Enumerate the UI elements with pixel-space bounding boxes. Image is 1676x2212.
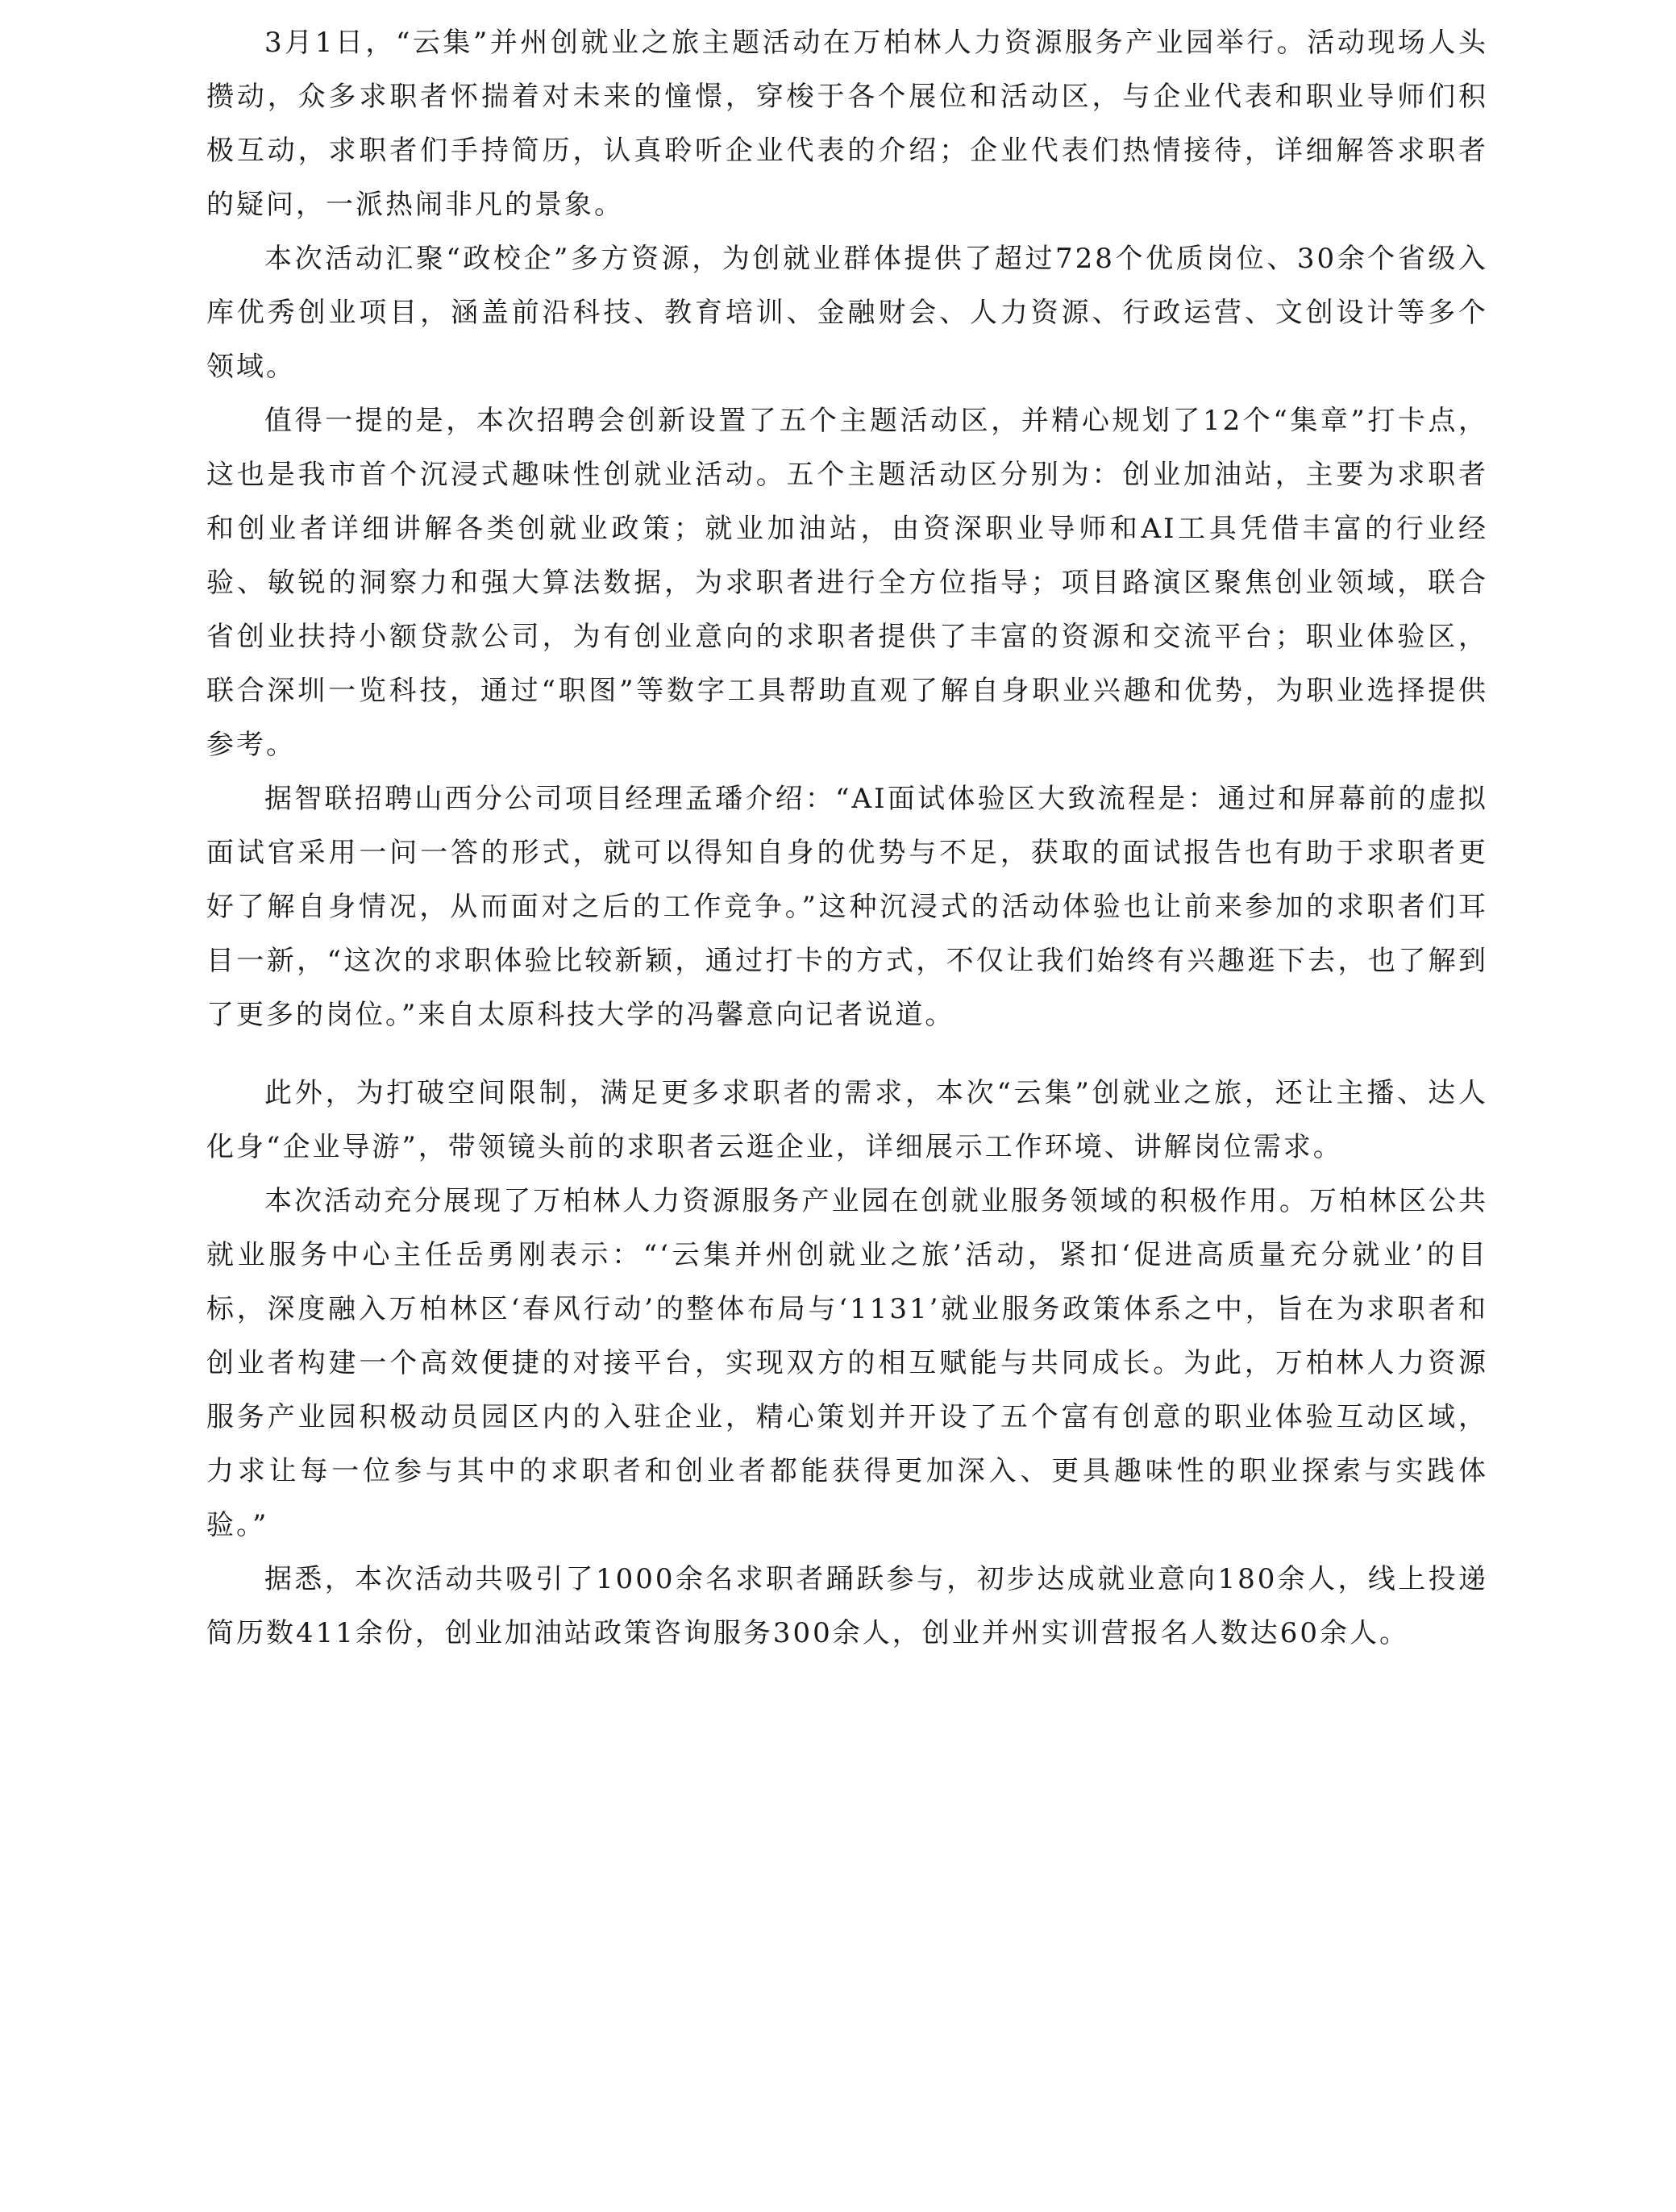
article-body: [206, 16, 1488, 1661]
paragraph-resources: 本次活动汇聚“政校企”多方资源，为创就业群体提供了超过728个优质岗位、30余个省级入库优秀创业项目，涵盖前沿科技、教育培训、金融财会、人力资源、行政运营、文创设计等多个领域。: [206, 243, 1488, 383]
paragraph-ai-interview: 据智联招聘山西分公司项目经理孟璠介绍：“AI面试体验区大致流程是：通过和屏幕前的虚拟面试官采用一问一答的形式，就可以得知自身的优势与不足，获取的面试报告也有助于求职者更好了解自身情况，从而面对之后的工作竞争。”这种沉浸式的活动体验也让前来参加的求职者们耳目一新，“这次的求职体验比较新颖，通过打卡的方式，不仅让我们始终有兴趣逛下去，也了解到了更多的岗位。”来自太原科技大学的冯馨意向记者说道。: [206, 783, 1488, 1031]
paragraph-intro: 3月1日，“云集”并州创就业之旅主题活动在万柏林人力资源服务产业园举行。活动现场人头攒动，众多求职者怀揣着对未来的憧憬，穿梭于各个展位和活动区，与企业代表和职业导师们积极互动，求职者们手持简历，认真聆听企业代表的介绍；企业代表们热情接待，详细解答求职者的疑问，一派热闹非凡的景象。: [206, 27, 1488, 221]
paragraph-livestream: 此外，为打破空间限制，满足更多求职者的需求，本次“云集”创就业之旅，还让主播、达人化身“企业导游”，带领镜头前的求职者云逛企业，详细展示工作环境、讲解岗位需求。: [206, 1077, 1488, 1163]
paragraph-official-statement: 本次活动充分展现了万柏林人力资源服务产业园在创就业服务领域的积极作用。万柏林区公共就业服务中心主任岳勇刚表示：“‘云集并州创就业之旅’活动，紧扣‘促进高质量充分就业’的目标，深度融入万柏林区‘春风行动’的整体布局与‘1131’就业服务政策体系之中，旨在为求职者和创业者构建一个高效便捷的对接平台，实现双方的相互赋能与共同成长。为此，万柏林人力资源服务产业园积极动员园区内的入驻企业，精心策划并开设了五个富有创意的职业体验互动区域，力求让每一位参与其中的求职者和创业者都能获得更加深入、更具趣味性的职业探索与实践体验。”: [206, 1185, 1488, 1541]
paragraph-theme-zones: 值得一提的是，本次招聘会创新设置了五个主题活动区，并精心规划了12个“集章”打卡点，这也是我市首个沉浸式趣味性创就业活动。五个主题活动区分别为：创业加油站，主要为求职者和创业者详细讲解各类创就业政策；就业加油站，由资深职业导师和AI工具凭借丰富的行业经验、敏锐的洞察力和强大算法数据，为求职者进行全方位指导；项目路演区聚焦创业领域，联合省创业扶持小额贷款公司，为有创业意向的求职者提供了丰富的资源和交流平台；职业体验区，联合深圳一览科技，通过“职图”等数字工具帮助直观了解自身职业兴趣和优势，为职业选择提供参考。: [206, 405, 1488, 761]
paragraph-results: 据悉，本次活动共吸引了1000余名求职者踊跃参与，初步达成就业意向180余人，线上投递简历数411余份，创业加油站政策咨询服务300余人，创业并州实训营报名人数达60余人。: [206, 1563, 1488, 1649]
